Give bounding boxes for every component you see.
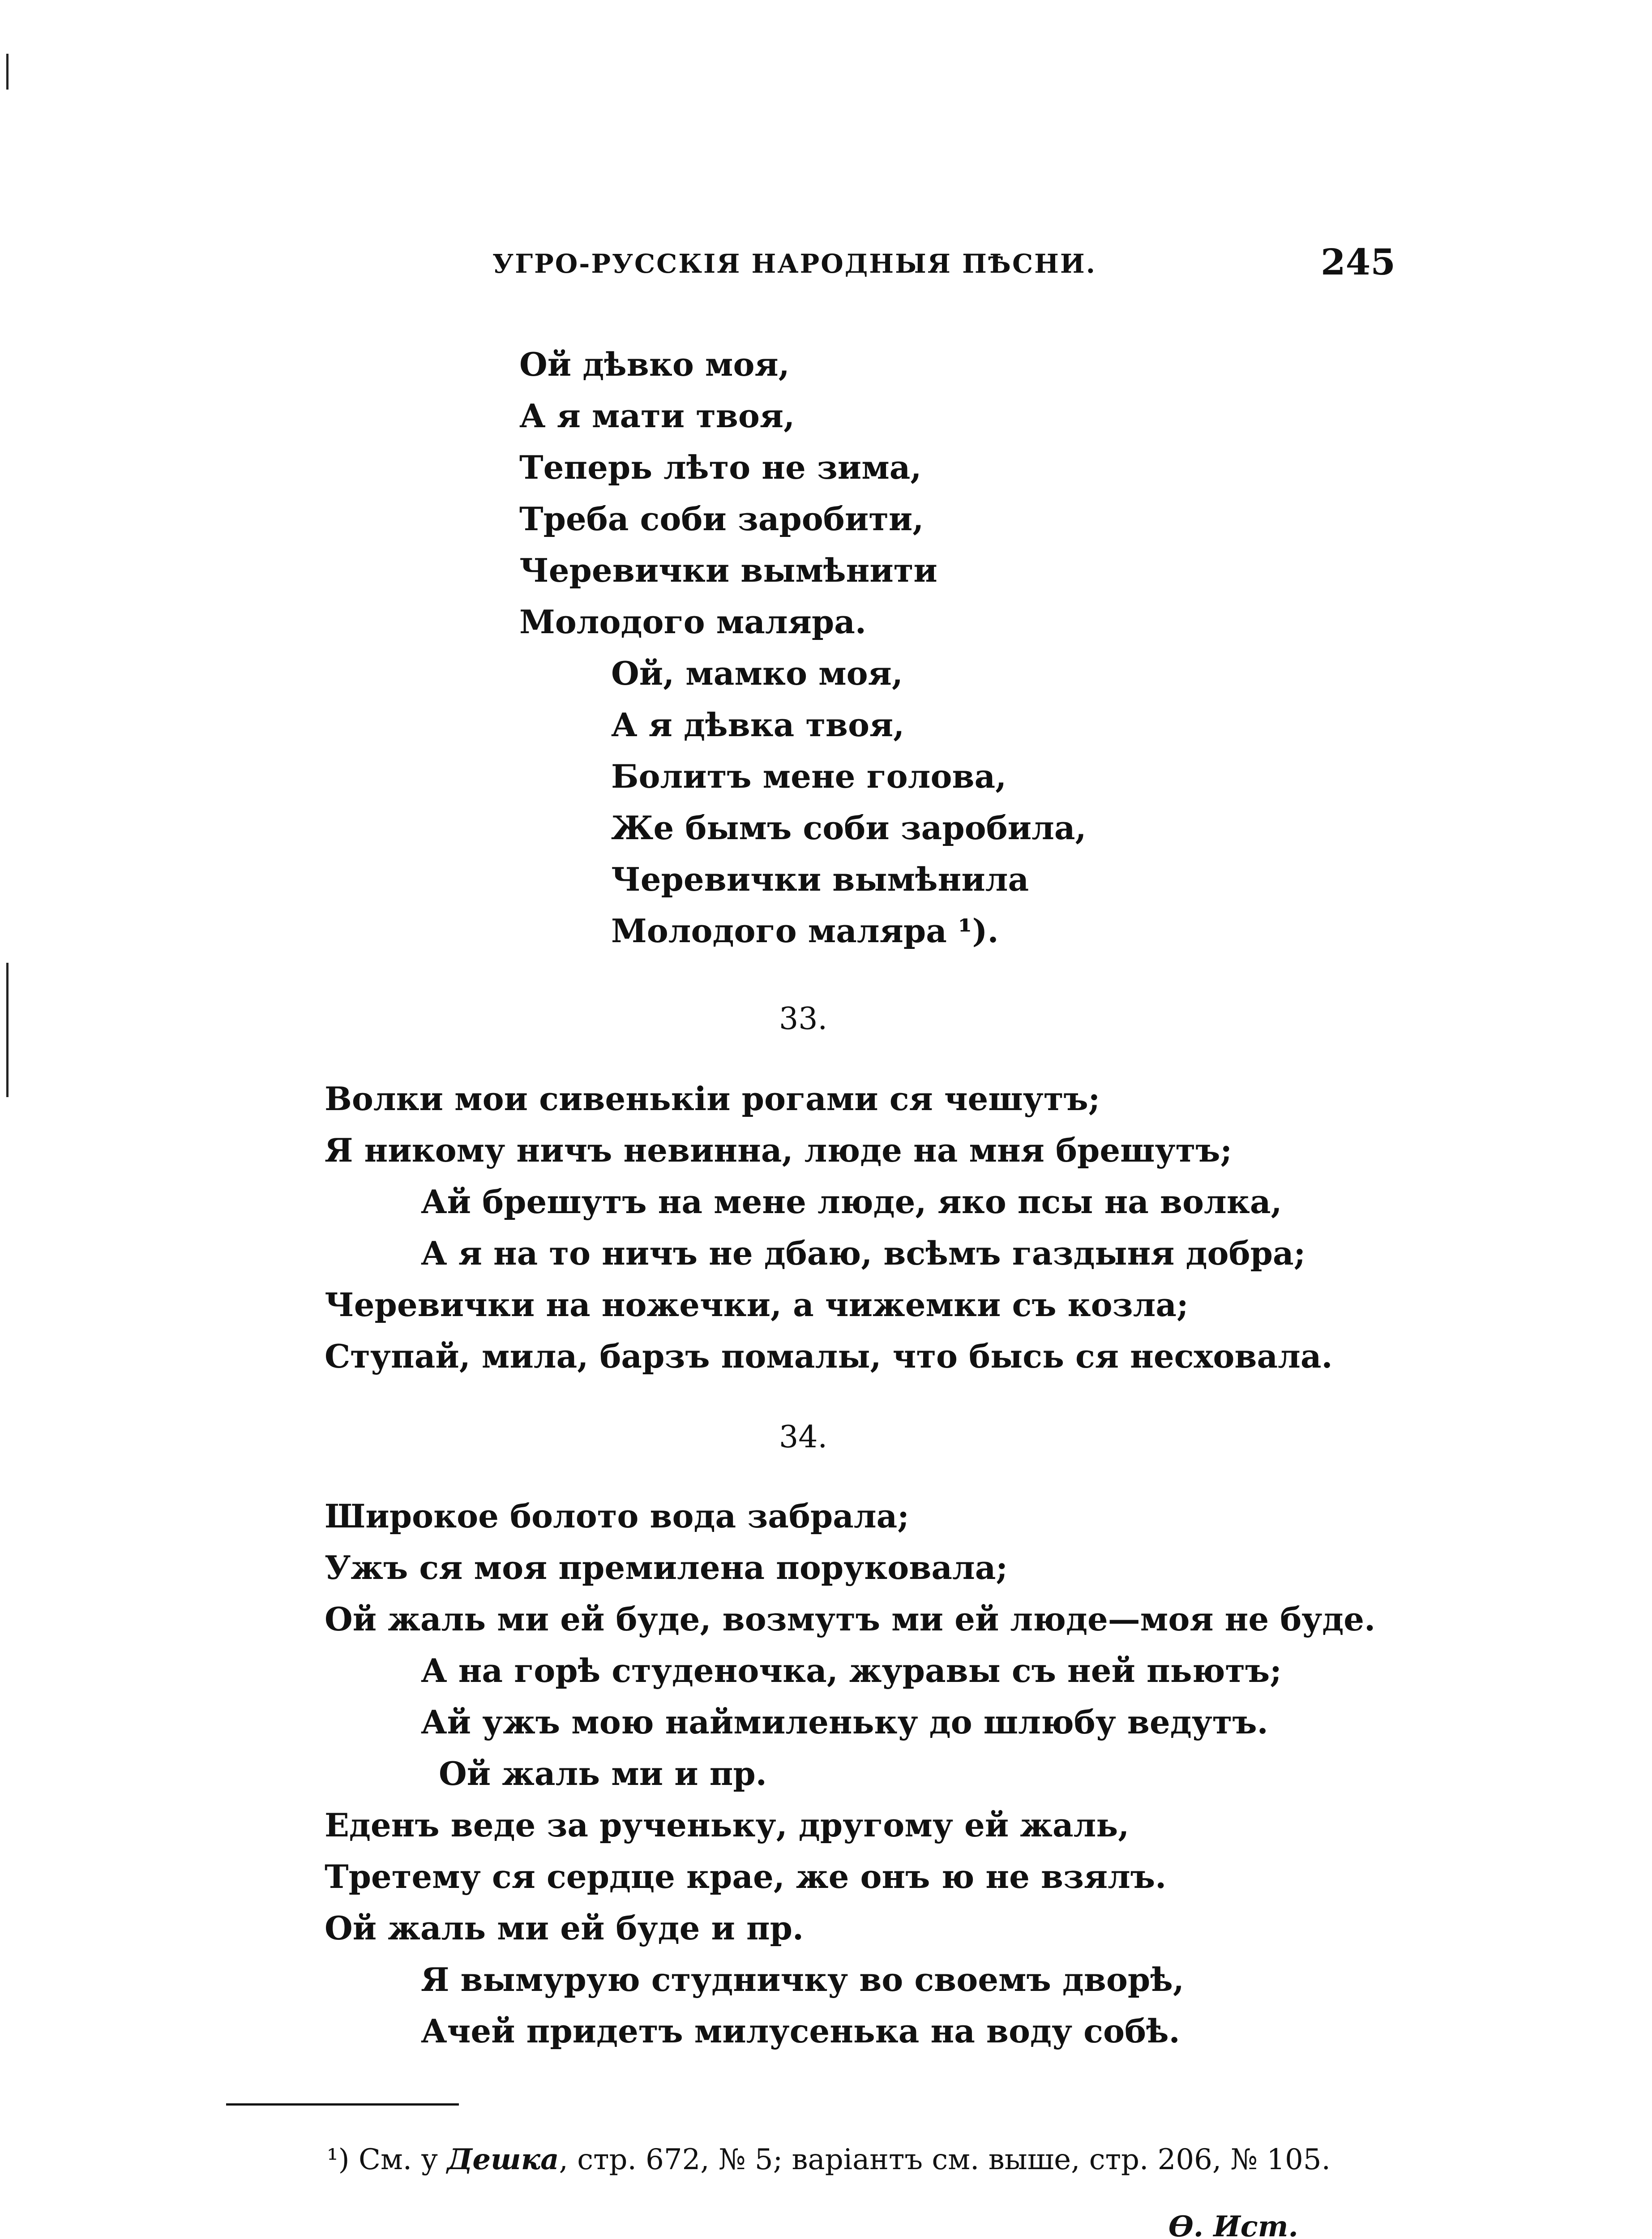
verse-line: Ой жаль ми ей буде, возмутъ ми ей люде—моя не буде. — [325, 1600, 1376, 1638]
verse-line: Третему ся сердце крае, же онъ ю не взялъ. — [325, 1857, 1167, 1896]
footnote-author: Дешка — [447, 2143, 559, 2176]
signature: Ѳ. Ист. — [1168, 2210, 1298, 2239]
verse-line: А на горѣ студеночка, журавы съ ней пьютъ; — [421, 1651, 1282, 1690]
verse-line: А я дѣвка твоя, — [611, 706, 905, 744]
verse-line: Же бымъ соби заробила, — [611, 809, 1087, 847]
footnote-rest: , стр. 672, № 5; варіантъ см. выше, стр. 206, № 105. — [559, 2143, 1331, 2176]
verse-line: Ай ужъ мою наймиленьку до шлюбу ведутъ. — [421, 1703, 1268, 1741]
verse-line: Ужъ ся моя премилена поруковала; — [325, 1548, 1008, 1587]
verse-line: Я вымурую студничку во своемъ дворѣ, — [421, 1960, 1184, 1999]
scan-edge-mark — [6, 54, 9, 90]
verse-line: А я мати твоя, — [519, 397, 795, 435]
page-number: 245 — [1321, 241, 1395, 283]
verse-line: Теперь лѣто не зима, — [519, 448, 922, 486]
verse-line: Ой дѣвко моя, — [519, 345, 790, 383]
verse-line: Широкое болото вода забрала; — [325, 1497, 909, 1535]
verse-line: Я никому ничъ невинна, люде на мня брешутъ; — [325, 1131, 1233, 1169]
verse-line: Ступай, мила, барзъ помалы, что бысь ся несховала. — [325, 1337, 1333, 1375]
verse-line: Ай брешутъ на мене люде, яко псы на волка, — [421, 1183, 1282, 1221]
verse-line: Молодого маляра. — [519, 603, 866, 641]
verse-line: А я на то ничъ не дбаю, всѣмъ газдыня добра; — [421, 1234, 1306, 1272]
verse-line: Черевички вымѣнити — [519, 551, 937, 589]
footnote — [327, 2143, 1331, 2176]
verse-line: Черевички вымѣнила — [611, 860, 1029, 898]
verse-line: Ой жаль ми ей буде и пр. — [325, 1909, 804, 1947]
running-header: УГРО-РУССКІЯ НАРОДНЫЯ ПѢСНИ. — [492, 249, 1096, 279]
song-number: 33. — [779, 1001, 828, 1037]
verse-line: Волки мои сивенькіи рогами ся чешутъ; — [325, 1080, 1100, 1118]
song-number: 34. — [779, 1420, 828, 1455]
verse-line: Болитъ мене голова, — [611, 757, 1007, 795]
footnote-prefix: ¹) См. у — [327, 2143, 447, 2176]
footnote-rule — [226, 2103, 459, 2106]
verse-line: Черевички на ножечки, а чижемки съ козла; — [325, 1286, 1189, 1324]
verse-line: Молодого маляра ¹). — [611, 912, 999, 950]
scan-edge-mark — [6, 963, 9, 1097]
verse-line: Ой, мамко моя, — [611, 654, 903, 692]
verse-line: Ой жаль ми и пр. — [439, 1754, 767, 1793]
verse-line: Треба соби заробити, — [519, 500, 924, 538]
verse-line: Ачей придетъ милусенька на воду собѣ. — [421, 2012, 1180, 2050]
verse-line: Еденъ веде за рученьку, другому ей жаль, — [325, 1806, 1130, 1844]
